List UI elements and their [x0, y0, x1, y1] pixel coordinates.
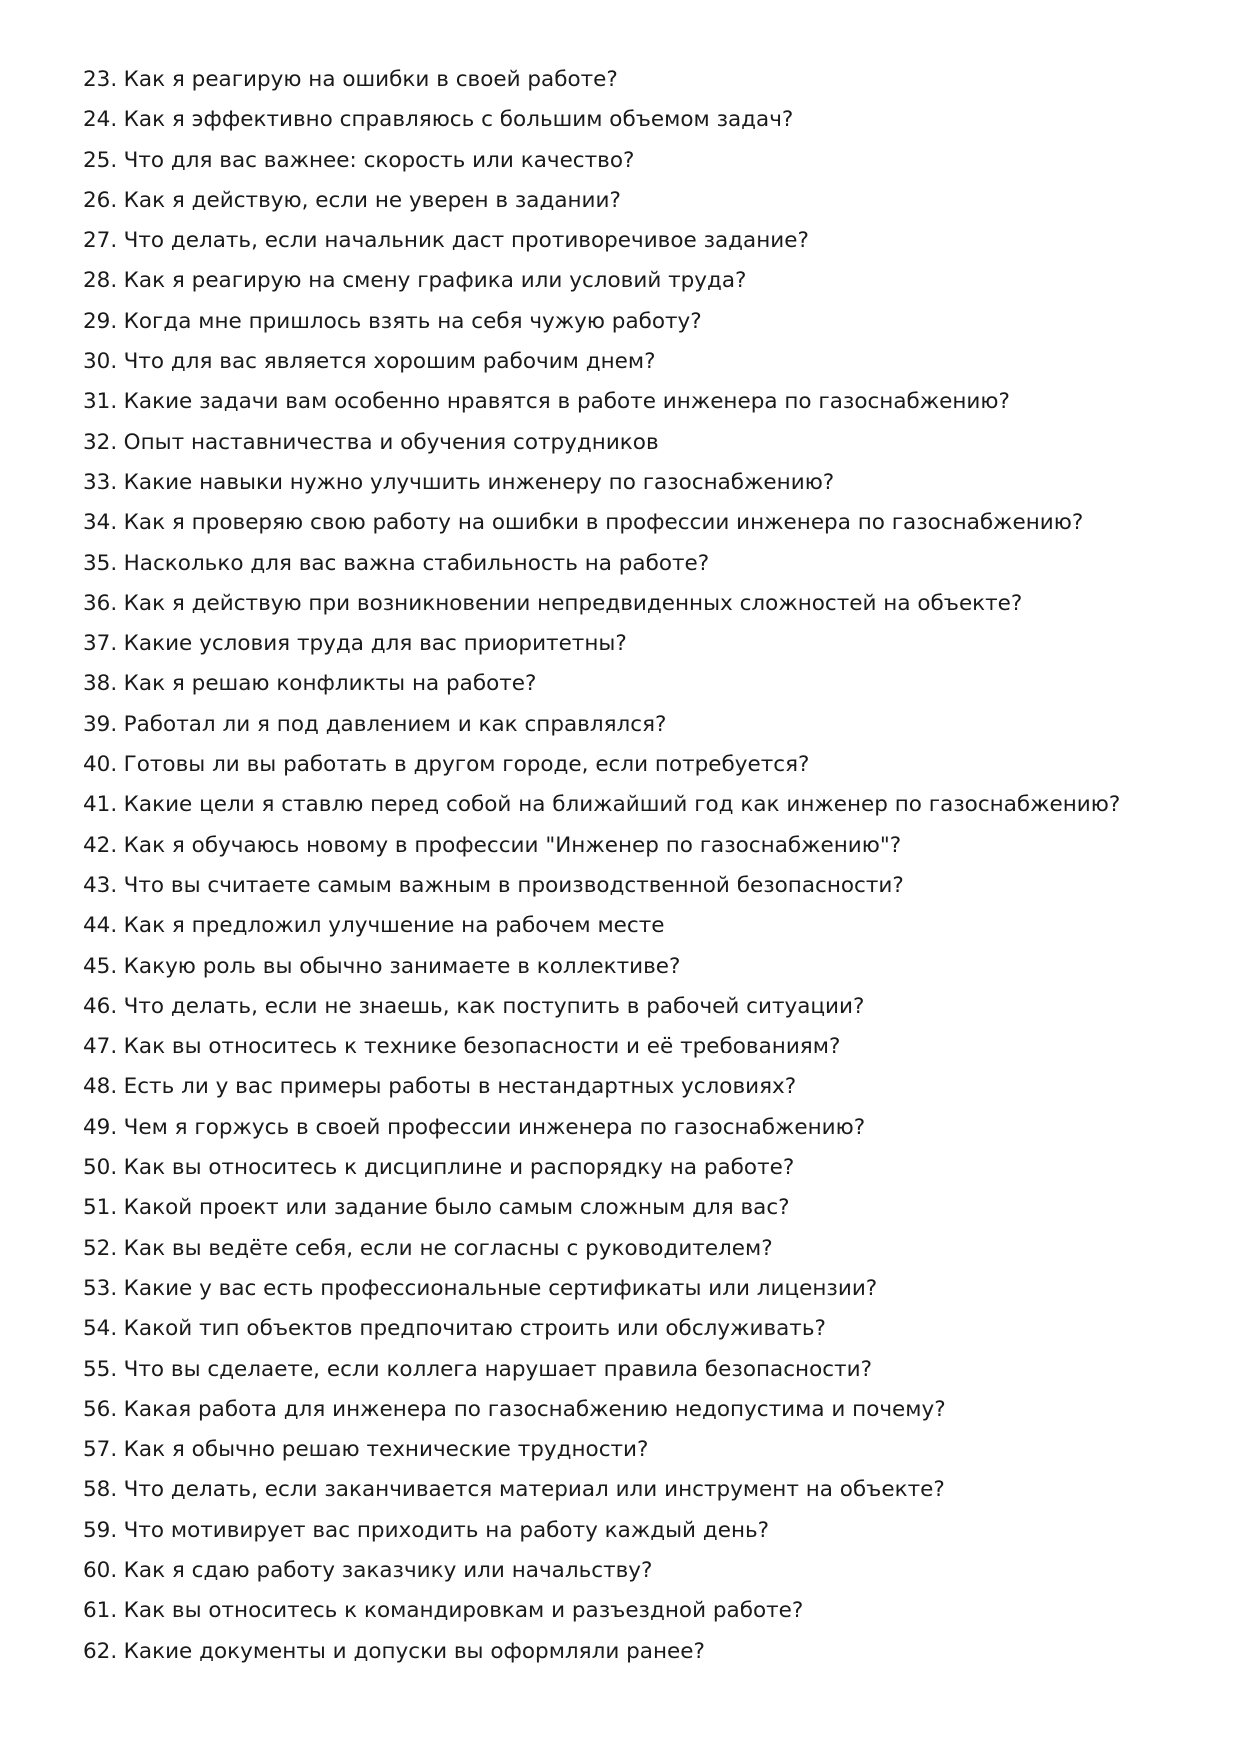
question-text: Как я проверяю свою работу на ошибки в профессии инженера по газоснабжению?: [123, 510, 1084, 536]
question-item: [83, 463, 1183, 503]
question-text: Как я эффективно справляюсь с большим объемом задач?: [123, 107, 794, 133]
question-item: [83, 342, 1183, 382]
question-number: 27.: [83, 228, 118, 254]
question-number: 26.: [83, 187, 118, 213]
question-item: [83, 100, 1183, 140]
question-number: 57.: [83, 1437, 118, 1463]
question-text: Как я предложил улучшение на рабочем месте: [123, 913, 665, 939]
question-number: 49.: [83, 1114, 118, 1140]
question-text: Насколько для вас важна стабильность на работе?: [123, 550, 710, 576]
question-text: Как вы относитесь к технике безопасности и её требованиям?: [123, 1034, 841, 1060]
question-item: [83, 664, 1183, 704]
question-item: [83, 1108, 1183, 1148]
question-number: 62.: [83, 1638, 118, 1664]
question-number: 38.: [83, 671, 118, 697]
question-item: [83, 584, 1183, 624]
question-number: 44.: [83, 913, 118, 939]
question-number: 39.: [83, 711, 118, 737]
question-text: Что для вас важнее: скорость или качество?: [123, 147, 635, 173]
question-text: Чем я горжусь в своей профессии инженера по газоснабжению?: [123, 1114, 866, 1140]
question-text: Как вы относитесь к дисциплине и распорядку на работе?: [123, 1155, 795, 1181]
question-item: [83, 947, 1183, 987]
question-text: Как я реагирую на ошибки в своей работе?: [123, 67, 618, 92]
question-item: [83, 987, 1183, 1027]
question-number: 28.: [83, 268, 118, 294]
question-text: Какие цели я ставлю перед собой на ближайший год как инженер по газоснабжению?: [123, 792, 1121, 818]
question-number: 32.: [83, 429, 118, 455]
question-item: [83, 826, 1183, 866]
question-text: Что вы считаете самым важным в производственной безопасности?: [123, 872, 904, 898]
question-text: Как вы относитесь к командировкам и разъездной работе?: [123, 1598, 804, 1624]
question-number: 25.: [83, 147, 118, 173]
question-item: [83, 423, 1183, 463]
question-item: [83, 382, 1183, 422]
question-number: 30.: [83, 349, 118, 375]
question-item: [83, 221, 1183, 261]
question-number: 40.: [83, 752, 118, 778]
question-number: 48.: [83, 1074, 118, 1100]
question-number: 33.: [83, 469, 118, 495]
question-number: 43.: [83, 872, 118, 898]
question-number: 42.: [83, 832, 118, 858]
question-item: [83, 1067, 1183, 1107]
question-item: [83, 1309, 1183, 1349]
question-text: Как я сдаю работу заказчику или начальству?: [123, 1557, 653, 1583]
question-text: Какие задачи вам особенно нравятся в работе инженера по газоснабжению?: [123, 389, 1010, 415]
question-item: [83, 60, 1183, 100]
question-text: Какой тип объектов предпочитаю строить или обслуживать?: [123, 1316, 826, 1342]
question-text: Есть ли у вас примеры работы в нестандартных условиях?: [123, 1074, 797, 1100]
question-number: 31.: [83, 389, 118, 415]
question-item: [83, 181, 1183, 221]
question-item: [83, 1390, 1183, 1430]
question-item: [83, 745, 1183, 785]
question-item: [83, 503, 1183, 543]
question-item: [83, 1188, 1183, 1228]
question-text: Как я действую при возникновении непредвиденных сложностей на объекте?: [123, 590, 1023, 616]
question-number: 50.: [83, 1155, 118, 1181]
question-text: Что для вас является хорошим рабочим днем?: [123, 349, 656, 375]
question-text: Какая работа для инженера по газоснабжению недопустима и почему?: [123, 1396, 946, 1422]
question-text: Какую роль вы обычно занимаете в коллективе?: [123, 953, 681, 979]
question-item: [83, 1470, 1183, 1510]
question-text: Что делать, если не знаешь, как поступить в рабочей ситуации?: [123, 993, 865, 1019]
question-number: 52.: [83, 1235, 118, 1261]
question-number: 60.: [83, 1557, 118, 1583]
question-number: 23.: [83, 67, 118, 92]
question-number: 41.: [83, 792, 118, 818]
question-number: 37.: [83, 631, 118, 657]
question-number: 53.: [83, 1275, 118, 1301]
question-text: Что делать, если начальник даст противоречивое задание?: [123, 228, 809, 254]
question-item: [83, 906, 1183, 946]
question-number: 24.: [83, 107, 118, 133]
question-text: Какие навыки нужно улучшить инженеру по газоснабжению?: [123, 469, 835, 495]
question-text: Что вы сделаете, если коллега нарушает правила безопасности?: [123, 1356, 872, 1382]
question-number: 47.: [83, 1034, 118, 1060]
question-item: [83, 866, 1183, 906]
question-text: Как я обучаюсь новому в профессии "Инженер по газоснабжению"?: [123, 832, 902, 858]
question-number: 61.: [83, 1598, 118, 1624]
question-item: [83, 261, 1183, 301]
question-item: [83, 785, 1183, 825]
question-item: [83, 624, 1183, 664]
question-text: Какие у вас есть профессиональные сертификаты или лицензии?: [123, 1275, 878, 1301]
question-item: [83, 705, 1183, 745]
question-item: [83, 1350, 1183, 1390]
question-item: [83, 1632, 1183, 1672]
question-list: [83, 60, 1183, 1672]
question-number: 59.: [83, 1517, 118, 1543]
question-text: Что делать, если заканчивается материал или инструмент на объекте?: [123, 1477, 945, 1503]
question-number: 51.: [83, 1195, 118, 1221]
question-text: Когда мне пришлось взять на себя чужую работу?: [123, 308, 702, 334]
question-item: [83, 1229, 1183, 1269]
question-item: [83, 1269, 1183, 1309]
question-number: 55.: [83, 1356, 118, 1382]
question-text: Как я реагирую на смену графика или условий труда?: [123, 268, 747, 294]
question-item: [83, 1511, 1183, 1551]
question-text: Какой проект или задание было самым сложным для вас?: [123, 1195, 790, 1221]
question-item: [83, 544, 1183, 584]
question-number: 56.: [83, 1396, 118, 1422]
question-text: Опыт наставничества и обучения сотрудников: [123, 429, 659, 455]
question-text: Как я действую, если не уверен в задании?: [123, 187, 621, 213]
question-text: Какие условия труда для вас приоритетны?: [123, 631, 627, 657]
question-number: 45.: [83, 953, 118, 979]
question-text: Как я обычно решаю технические трудности?: [123, 1437, 649, 1463]
question-item: [83, 1027, 1183, 1067]
question-number: 46.: [83, 993, 118, 1019]
question-text: Как я решаю конфликты на работе?: [123, 671, 537, 697]
question-number: 35.: [83, 550, 118, 576]
question-item: [83, 1591, 1183, 1631]
document-page: [83, 60, 1183, 1672]
question-number: 54.: [83, 1316, 118, 1342]
question-item: [83, 141, 1183, 181]
question-text: Какие документы и допуски вы оформляли ранее?: [123, 1638, 705, 1664]
question-item: [83, 1148, 1183, 1188]
question-number: 29.: [83, 308, 118, 334]
question-number: 36.: [83, 590, 118, 616]
question-text: Что мотивирует вас приходить на работу каждый день?: [123, 1517, 770, 1543]
question-text: Работал ли я под давлением и как справлялся?: [123, 711, 667, 737]
question-item: [83, 1430, 1183, 1470]
question-item: [83, 302, 1183, 342]
question-item: [83, 1551, 1183, 1591]
question-number: 34.: [83, 510, 118, 536]
question-text: Готовы ли вы работать в другом городе, если потребуется?: [123, 752, 810, 778]
question-text: Как вы ведёте себя, если не согласны с руководителем?: [123, 1235, 773, 1261]
question-number: 58.: [83, 1477, 118, 1503]
